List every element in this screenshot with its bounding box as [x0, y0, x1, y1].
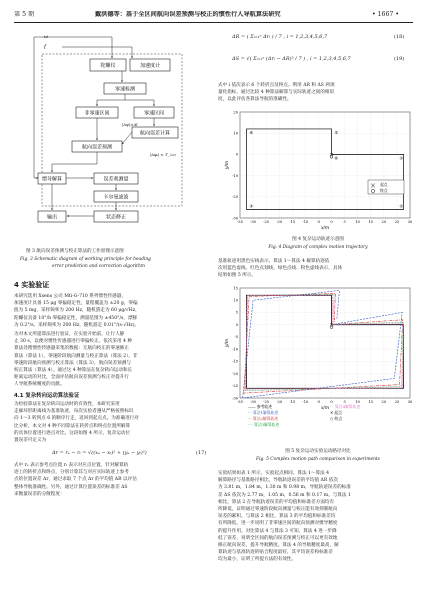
err-obs-label: 误差观测量: [103, 176, 129, 183]
section-4-paragraph-1: 本研究选用 Xsens 公司 Mti-G-710 系列惯性传感器， 加速度计具备 15 μg 零偏稳定性，量程覆盖为 ±20 g，零偏 值为 5 mg，采样频率为 200 Hz，随机游走为 60 μg/√Hz， 陀螺仪具备 10°/h 零偏稳定性，测量范围为 ±450°/s，漂移 为 0.2°/s，采样频率为 200 Hz，随机游走 0.01°/(s·√Hz)。: [14, 294, 140, 328]
x-tick-label: 15: [368, 220, 374, 224]
accel-label: 加速度计: [139, 63, 161, 69]
figure-5-caption: 图 5 复杂运动实验运动路径对比: [285, 449, 351, 454]
figure-3-caption-en-1: Fig. 3 Schematic diagram of working principle for heading: [20, 257, 151, 262]
plot-frame: [240, 112, 410, 218]
kalman-label: 卡尔曼滤波: [103, 194, 129, 201]
section-4-title: 4 实验验证: [14, 281, 50, 289]
series-line-2: [243, 290, 403, 398]
x-tick-label: 25: [394, 400, 400, 404]
legend-end-label: 终点: [380, 188, 388, 193]
series-line-1: [247, 129, 404, 210]
figure-3-caption: 图 3 航向误差预测与校正算法的工作原理示意图: [26, 249, 124, 254]
legend-entry-4: ···· 算法3解算轨迹: [248, 422, 280, 427]
figure-5-chart: [218, 282, 418, 446]
series-line-4: [245, 294, 403, 390]
issue-number: 第 5 期: [14, 11, 35, 18]
running-title: 戴洪德等：基于全区间航向误差预测与校正的惯性行人导航算法研究: [95, 11, 281, 18]
omega-label: ω: [44, 34, 49, 40]
x-tick-label: 10: [355, 400, 360, 404]
figure-3-flowchart: [32, 30, 192, 242]
page-number: • 1667 •: [372, 11, 399, 18]
y-tick-label: -10: [232, 173, 238, 178]
legend-start-label: 起点: [380, 182, 388, 187]
x-tick-label: -10: [302, 220, 309, 224]
x-tick-label: 10: [355, 220, 360, 224]
x-axis-label: x/m: [320, 406, 330, 411]
y-tick-label: -20: [232, 195, 238, 200]
equation-17-number: (17): [196, 450, 207, 456]
x-tick-label: 20: [381, 400, 387, 404]
x-tick-label: 20: [381, 220, 387, 224]
legend-entry-1: —— 参考轨迹: [248, 404, 272, 409]
y-tick-label: 10: [233, 298, 238, 303]
y-tick-label: -20: [232, 371, 238, 376]
section-4-1-paragraph: 为检验算法在复杂转向运动时的有效性，本研究采用 走廊环形距离线为基准轨迹，每次实验者遵从严格按照标识 向 1～3 转到点 6 的顺序行走，返回到起点点。为准确进行对 比分析，本文对 4 种不同算法在转折点和终点位置所解算 的具体位置进行逐点对比，这段如图 4 所示，复杂运动位 置误差可定义为: [14, 402, 139, 444]
figure-4-caption: 图 4 复杂运动轨迹示意图: [292, 237, 344, 242]
x-axis-label: x/m: [320, 226, 330, 231]
x-tick-label: -20: [276, 400, 283, 404]
x-tick-label: -35: [237, 220, 243, 224]
y-tick-label: -30: [232, 396, 238, 401]
header-rule: [14, 22, 413, 23]
equation-17: Δr = rₑ − rₜ = √((xₑ − xₜ)² + (yₑ − yₜ)²): [52, 450, 147, 456]
metric-paragraph: 式中 i 依次表示 6 个转折点及终点。利用 ΔR 和 ΔS 两项 量化指标，通过比较 4 种算法解算与实际轨迹之间的相似 度，以此评估各算法导航的准确性。: [218, 83, 335, 103]
x-tick-label: 25: [394, 220, 400, 224]
legend-entry-2: - - 算法1解算轨迹: [248, 410, 279, 415]
x-tick-label: 0: [330, 220, 333, 224]
state-label: 状态修正: [105, 214, 127, 221]
y-tick-label: 10: [233, 131, 238, 136]
y-axis-label: y/m: [225, 160, 230, 170]
x-tick-label: -25: [263, 220, 270, 224]
section-4-paragraph-2: 为对本文所提算法进行验证，在实验开始前，让行人静 止 30 s，以便对惯性传感器进行零偏校正。依次采用 4 种 算法处理惯性传感器采集的数据：无航向校正的零速修正 算法（算法 1），零速阶段航向测量与校正算法（算法 2），非 零速阶段航向预测与校正算法（算法 3），航向误差预测与 校正算法（算法 4）。通过这 4 种算法在复杂转向运动和长 距离运动的对比，全面评估航向误差预测与校正对提升行 人导航系统精度的贡献。: [14, 332, 138, 388]
heading-calc-label: 航向误差计算: [139, 130, 171, 137]
x-tick-label: -25: [263, 400, 270, 404]
y-tick-label: 5: [235, 310, 238, 315]
output-label: 输出: [46, 214, 58, 221]
legend-entry-3: ·-· 算法2解算轨迹: [248, 416, 279, 421]
equation-18-number: (18): [394, 34, 405, 40]
corner-annotation: ③: [249, 203, 254, 209]
x-tick-label: -5: [316, 400, 321, 404]
equation-19: ΔS = √( Σᵢ₌₁ⁿ (Δrᵢ − ΔR)² / 7 ) , i = 1,2,3,4,5,6,7: [232, 56, 351, 62]
x-tick-label: -30: [250, 400, 256, 404]
corner-annotation: ②: [399, 203, 404, 209]
results-paragraph: 实验结果如表 1 所示，实验起点相同。算法 1～算法 4 解算路径与基准路径相比，导航轨迹误差的平均值 ΔR 依次 为 3.81 m，1.84 m，1.30 m 和 0.98 m，导航轨迹误差的标准 差 ΔS 依次为 2.77 m，1.05 m，0.56 m 和 0.17 m。与算法 1 相比，算法 2 在导航轨迹误差的平均值和标准差方面均有 所降低，证明通过零速阶段航向测量与校正能有效抑制航向 误差的累积。与算法 2 相比，算法 3 的平均值和标准差均 有所降低，进一步说明了非零速区间的航向预测对惯导精度 的提升作用。对比算法 4 与算法 3 可知，算法 4 进一步降 低了误差，说明全区间的航向误差预测与校正可以更有效地 修正航向误差，提升导航精度。算法 4 的导航精度最高，解 算轨迹与基准轨迹的贴合程度最好，其平均误差和标准差 均为最小，证明了所提方法的有效性。: [218, 471, 351, 563]
y-tick-label: -30: [232, 216, 238, 221]
x-tick-label: -5: [316, 220, 321, 224]
equation-19-number: (19): [394, 56, 405, 62]
subsection-4-1-title: 4.1 复杂转向运动算法验证: [14, 393, 80, 399]
x-tick-label: 5: [343, 400, 346, 404]
equation-18: ΔR = ( Σᵢ₌₁ⁿ Δrᵢ ) / 7 , i = 1,2,3,4,5,6,7: [232, 34, 328, 40]
corner-annotation: ⑤: [334, 129, 339, 135]
figure-3-caption-en-2: error prediction and correction algorithm: [52, 264, 145, 269]
x-tick-label: 30: [407, 400, 413, 404]
nav-label: 惯导解算: [41, 176, 63, 183]
legend-entry-5: - - 算法4解算轨迹: [330, 404, 361, 409]
plot-frame: [240, 288, 410, 398]
zero-label: 零速区间: [143, 110, 165, 117]
x-tick-label: -15: [289, 400, 296, 404]
corner-annotation: ⑥: [334, 155, 339, 161]
legend-description-paragraph: 基准轨迹用黑色实线表示，算法 1～算法 4 解算轨迹依 次用蓝色虚线、红色点划线、绿色点线、粉色虚线表示，具体 结果如图 5 所示。: [218, 259, 343, 279]
y-tick-label: 20: [233, 110, 238, 115]
fb-label: f: [44, 44, 46, 50]
x-tick-label: 0: [330, 400, 333, 404]
x-tick-label: -20: [276, 220, 283, 224]
x-tick-label: 5: [343, 220, 346, 224]
y-tick-label: -15: [232, 359, 238, 364]
legend-entry-7: ○ 终点: [330, 416, 343, 421]
series-line-3: [244, 293, 403, 393]
x-tick-label: -10: [302, 400, 309, 404]
x-tick-label: -35: [237, 400, 243, 404]
x-tick-label: 30: [407, 220, 413, 224]
corner-annotation: ①: [399, 155, 404, 161]
y-tick-label: 0: [235, 152, 238, 157]
nonzero-label: 非零速区间: [84, 110, 110, 117]
section-4-1-paragraph-2: 式中 rₑ 表示参考点位置 rₜ 表示对应点位置。针对解算轨 迹上的转折点和终点，分别计算其与对应实际轨迹上参考 点的位置误差 Δr，通过求取 7 个点 Δr 的平均值 ΔR 以评估 整体导航准确性。另外，通过计算位置误差的标准差 ΔS 来衡量误差的分散程度：: [14, 463, 137, 497]
heading-pred-label: 航向误差预测: [81, 144, 113, 151]
cond2-label: |Δφₖ| < T_∠ω: [150, 152, 176, 157]
cond-label: |Δψ|>Δ𝑙: [122, 122, 138, 127]
figure-5-caption-en: Fig. 5 Complex motion path comparison in experiments: [256, 457, 380, 462]
x-tick-label: -15: [289, 220, 296, 224]
legend-entry-6: ✕ 起点: [330, 410, 342, 415]
y-tick-label: 15: [233, 286, 238, 291]
x-tick-label: -30: [250, 220, 256, 224]
y-axis-label: y/m: [225, 338, 230, 348]
gyro-label: 陀螺仪: [100, 63, 116, 69]
y-tick-label: 0: [235, 322, 238, 327]
y-tick-label: -5: [234, 335, 238, 340]
zupt-label: 零速检测: [114, 86, 136, 93]
series-line-5: [246, 295, 404, 389]
x-tick-label: 15: [368, 400, 374, 404]
series-line-1: [247, 295, 404, 388]
figure-4-chart: [218, 106, 418, 236]
y-tick-label: -10: [232, 347, 238, 352]
y-tick-label: -25: [232, 384, 238, 389]
figure-4-caption-en: Fig. 4 Diagram of complex motion trajectory: [268, 245, 368, 250]
corner-annotation: ④: [249, 129, 254, 135]
